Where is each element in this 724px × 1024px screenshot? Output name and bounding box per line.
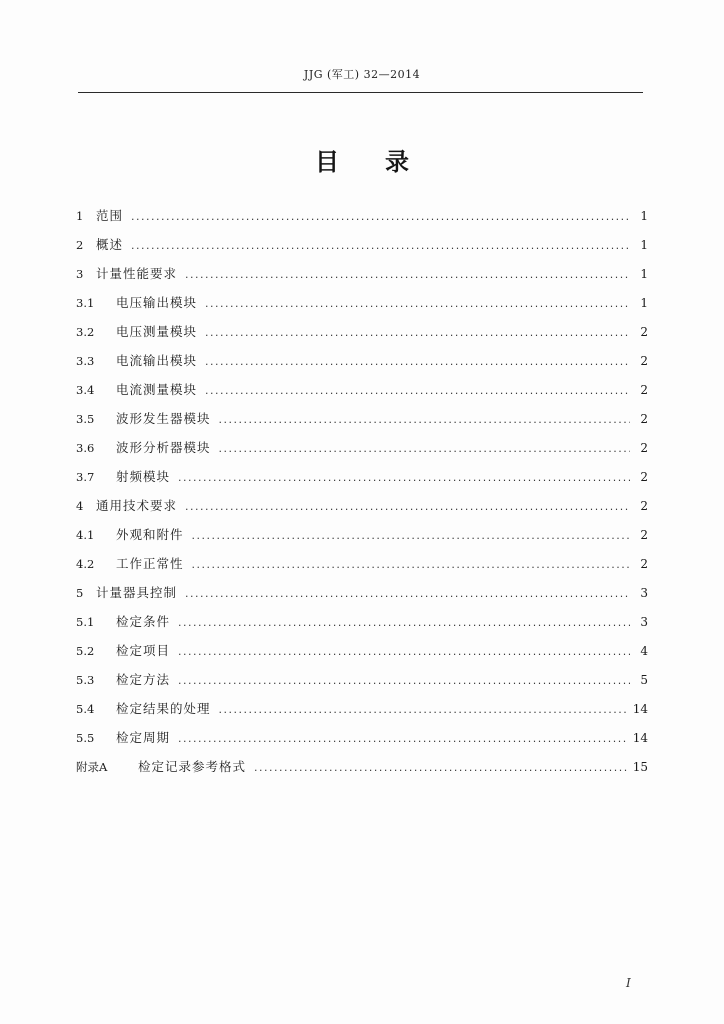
- toc-entry[interactable]: [76, 380, 648, 409]
- toc-entry[interactable]: [76, 641, 648, 670]
- toc-entry-number: 5: [76, 586, 84, 600]
- toc-entry-number: 3.5: [76, 412, 95, 426]
- toc-entry-number: 3.3: [76, 354, 95, 368]
- toc-entry-number: 4.2: [76, 557, 95, 571]
- toc-entry-title: 检定结果的处理: [116, 701, 211, 716]
- toc-leader-dots: [219, 703, 627, 716]
- toc-entry-page: 5: [640, 673, 648, 687]
- toc-leader-dots: [219, 413, 630, 426]
- toc-entry-title: 计量性能要求: [96, 266, 178, 281]
- toc-entry-page: 2: [640, 412, 648, 426]
- toc-leader-dots: [178, 645, 630, 658]
- toc-entry[interactable]: [76, 699, 648, 728]
- toc-entry[interactable]: [76, 583, 648, 612]
- toc-entry-number: 1: [76, 209, 84, 223]
- toc-entry[interactable]: [76, 496, 648, 525]
- toc-entry[interactable]: [76, 670, 648, 699]
- toc-entry-title: 检定周期: [116, 730, 171, 745]
- toc-leader-dots: [178, 674, 630, 687]
- toc-entry[interactable]: [76, 554, 648, 583]
- toc-leader-dots: [219, 442, 630, 455]
- toc-leader-dots: [192, 558, 630, 571]
- header-divider: [78, 92, 643, 93]
- toc-leader-dots: [178, 732, 627, 745]
- toc-entry[interactable]: [76, 728, 648, 757]
- toc-leader-dots: [185, 500, 630, 513]
- toc-entry-title: 外观和附件: [116, 527, 184, 542]
- toc-entry[interactable]: [76, 293, 648, 322]
- toc-leader-dots: [205, 384, 630, 397]
- toc-entry-page: 2: [640, 383, 648, 397]
- toc-entry-title: 波形发生器模块: [116, 411, 211, 426]
- toc-entry-number: 5.4: [76, 702, 95, 716]
- toc-entry-page: 14: [632, 731, 648, 745]
- toc-entry-page: 1: [640, 267, 648, 281]
- toc-leader-dots: [205, 355, 630, 368]
- toc-entry-number: 5.3: [76, 673, 95, 687]
- toc-entry-title: 通用技术要求: [96, 498, 178, 513]
- toc-entry-number: 附录A: [76, 760, 108, 774]
- toc-entry-title: 波形分析器模块: [116, 440, 211, 455]
- toc-entry-number: 3.2: [76, 325, 95, 339]
- toc-entry-number: 5.5: [76, 731, 95, 745]
- toc-entry-title: 范围: [96, 208, 124, 223]
- toc-entry[interactable]: [76, 322, 648, 351]
- toc-entry-page: 2: [640, 528, 648, 542]
- toc-entry-title: 检定记录参考格式: [138, 759, 247, 774]
- toc-entry-number: 5.1: [76, 615, 95, 629]
- toc-entry-title: 检定方法: [116, 672, 171, 687]
- toc-leader-dots: [185, 268, 630, 281]
- toc-entry-number: 5.2: [76, 644, 95, 658]
- toc-entry[interactable]: [76, 612, 648, 641]
- toc-entry-number: 2: [76, 238, 84, 252]
- toc-entry-page: 2: [640, 499, 648, 513]
- toc-entry-title: 电流输出模块: [116, 353, 198, 368]
- toc-entry[interactable]: [76, 757, 648, 786]
- toc-entry[interactable]: [76, 467, 648, 496]
- toc-leader-dots: [131, 239, 630, 252]
- toc-entry[interactable]: [76, 438, 648, 467]
- toc-entry-number: 4: [76, 499, 84, 513]
- toc-entry-page: 1: [640, 238, 648, 252]
- toc-entry-page: 2: [640, 557, 648, 571]
- toc-leader-dots: [178, 616, 630, 629]
- toc-entry-page: 15: [632, 760, 648, 774]
- toc-entry-page: 2: [640, 325, 648, 339]
- toc-entry-number: 3.7: [76, 470, 95, 484]
- toc-entry[interactable]: [76, 206, 648, 235]
- table-of-contents: [76, 206, 648, 786]
- toc-entry-page: 3: [640, 615, 648, 629]
- toc-entry[interactable]: [76, 264, 648, 293]
- toc-entry-title: 电流测量模块: [116, 382, 198, 397]
- toc-entry-title: 概述: [96, 237, 124, 252]
- toc-entry[interactable]: [76, 351, 648, 380]
- toc-entry-page: 3: [640, 586, 648, 600]
- toc-entry-page: 1: [640, 209, 648, 223]
- toc-leader-dots: [205, 297, 630, 310]
- page-title: 目录: [315, 148, 455, 176]
- toc-entry-number: 4.1: [76, 528, 95, 542]
- toc-entry-number: 3: [76, 267, 84, 281]
- toc-entry[interactable]: [76, 409, 648, 438]
- toc-entry-page: 2: [640, 441, 648, 455]
- toc-entry[interactable]: [76, 525, 648, 554]
- toc-entry-number: 3.1: [76, 296, 95, 310]
- toc-entry-page: 14: [632, 702, 648, 716]
- toc-entry-title: 电压输出模块: [116, 295, 198, 310]
- toc-leader-dots: [254, 761, 627, 774]
- toc-entry-title: 电压测量模块: [116, 324, 198, 339]
- toc-entry-page: 1: [640, 296, 648, 310]
- toc-entry-number: 3.4: [76, 383, 95, 397]
- toc-entry[interactable]: [76, 235, 648, 264]
- toc-leader-dots: [185, 587, 630, 600]
- toc-entry-title: 射频模块: [116, 469, 171, 484]
- toc-leader-dots: [205, 326, 630, 339]
- toc-entry-page: 2: [640, 470, 648, 484]
- toc-entry-page: 4: [640, 644, 648, 658]
- toc-entry-title: 工作正常性: [116, 556, 184, 571]
- toc-leader-dots: [192, 529, 630, 542]
- toc-leader-dots: [178, 471, 630, 484]
- page-number: I: [626, 976, 631, 990]
- toc-entry-title: 检定条件: [116, 614, 171, 629]
- toc-leader-dots: [131, 210, 630, 223]
- toc-entry-title: 计量器具控制: [96, 585, 178, 600]
- running-header: JJG (军工) 32—2014: [303, 68, 421, 81]
- toc-entry-page: 2: [640, 354, 648, 368]
- toc-entry-number: 3.6: [76, 441, 95, 455]
- toc-entry-title: 检定项目: [116, 643, 171, 658]
